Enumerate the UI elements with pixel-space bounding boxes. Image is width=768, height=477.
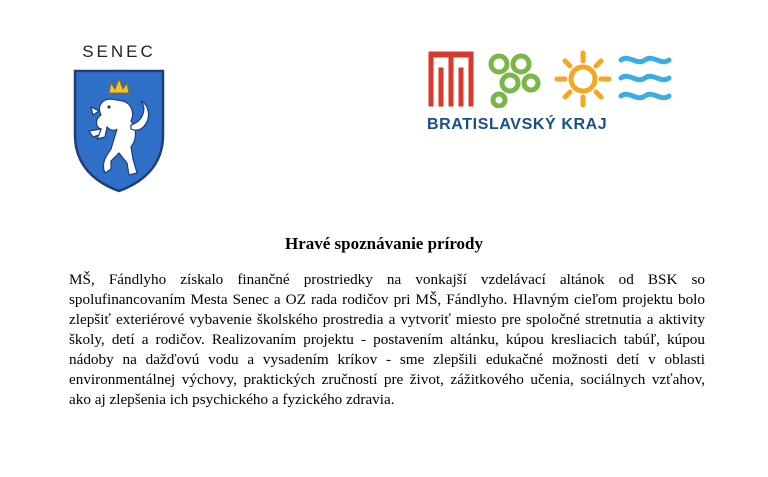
bratislava-region-name: BRATISLAVSKÝ KRAJ [427, 116, 608, 133]
document-title: Hravé spoznávanie prírody [284, 234, 484, 253]
bratislava-region-symbols-icon [427, 50, 677, 108]
document-body: MŠ, Fándlyho získalo finančné prostriedky na vonkajší vzdelávací altánok od BSK so spolufinancovaním Mesta Senec a OZ rada rodičov pri MŠ, Fándlyho. Hlavným cieľom projektu bolo zlepšiť exteriérové vybavenie školského prostredia a vytvoriť miesto pre spoločné stretnutia a aktivity školy, detí a rodičov. Realizovaním projektu - postavením altánku, kúpou kresliacich tabúľ, kúpou nádoby na dažďovú vodu a vysadením kríkov - sme zlepšili edukačné možnosti detí v oblasti environmentálnej výchovy, praktických zručností pre život, zážitkového učenia, sociálnych vzťahov, ako aj zlepšenia ich psychického a fyzického zdravia. [69, 271, 705, 408]
bratislava-region-logo [427, 50, 677, 134]
senec-coat-of-arms-icon [71, 65, 167, 193]
senec-name: SENEC [82, 42, 156, 61]
senec-logo [66, 42, 172, 193]
